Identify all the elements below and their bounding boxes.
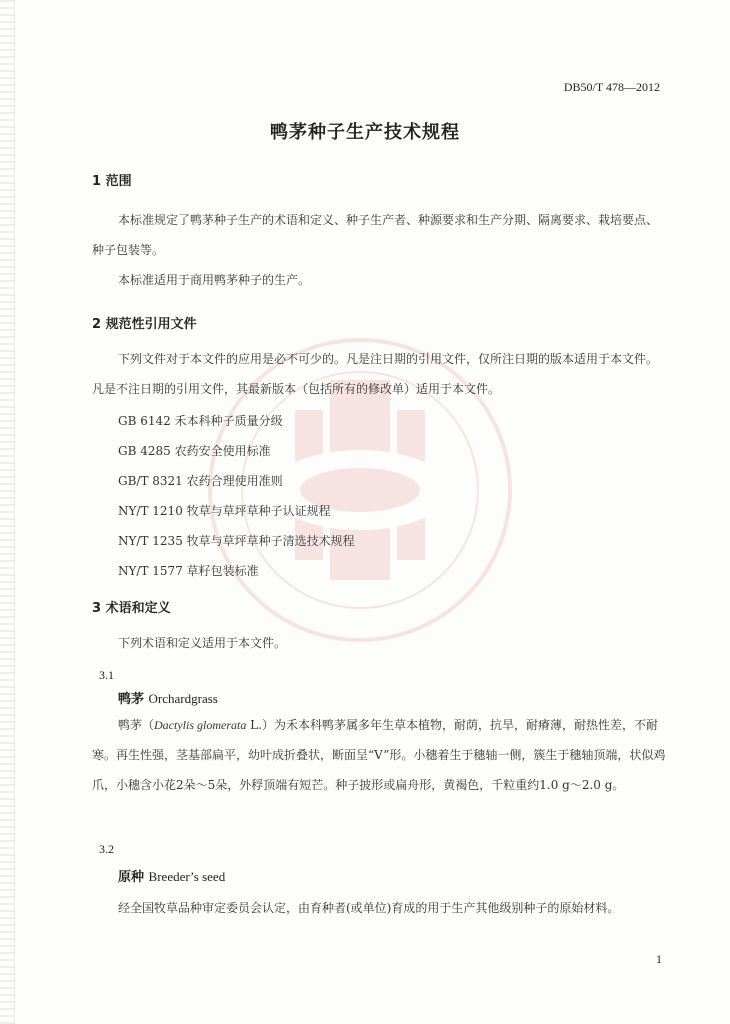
section-2-heading: 2 规范性引用文件 (92, 317, 197, 332)
section-3-heading: 3 术语和定义 (92, 601, 171, 616)
term-english: Orchardgrass (148, 691, 218, 706)
reference-item: NY/T 1577 草籽包装标准 (118, 564, 259, 578)
section-2-intro: 下列文件对于本文件的应用是必不可少的。凡是注日期的引用文件，仅所注日期的版本适用于本文件。凡是不注日期的引用文件，其最新版本（包括所有的修改单）适用于本文件。 (92, 352, 659, 396)
reference-item: GB 4285 农药安全使用标准 (118, 444, 271, 458)
term-heading (118, 688, 218, 707)
term-english: Breeder’s seed (148, 869, 226, 884)
section-1-paragraph-2: 本标准适用于商用鸭茅种子的生产。 (118, 273, 311, 287)
section-1-paragraph-1: 本标准规定了鸭茅种子生产的术语和定义、种子生产者、种源要求和生产分期、隔离要求、栽培要点、种子包装等。 (92, 213, 659, 257)
scan-edge-artifact (0, 0, 14, 1024)
term-heading (118, 866, 225, 885)
page-number: 1 (656, 952, 662, 966)
latin-name: Dactylis glomerata (154, 718, 247, 732)
reference-item: NY/T 1235 牧草与草坪草种子清选技术规程 (118, 534, 355, 548)
reference-item: GB/T 8321 农药合理使用准则 (118, 474, 283, 488)
standard-code: DB50/T 478—2012 (563, 80, 660, 94)
term-number: 3.1 (99, 668, 114, 682)
term-definition (92, 710, 667, 800)
term-definition-rest: L.）为禾本科鸭茅属多年生草本植物，耐荫，抗旱，耐瘠薄，耐热性差，不耐寒。再生性强，茎基部扁平，幼叶成折叠状，断面呈“V”形。小穗着生于穗轴一侧，簇生于穗轴顶端，状似鸡爪，小穗含小花2朵～5朵，外稃顶端有短芒。种子披形或扁舟形，黄褐色，千粒重约1.0 g～2.0 g。 (92, 718, 666, 792)
term-number: 3.2 (99, 842, 114, 856)
term-chinese: 原种 (118, 870, 145, 885)
term-chinese: 鸭茅 (118, 692, 145, 707)
term-definition-start: 鸭茅（ (118, 718, 155, 732)
section-3-intro: 下列术语和定义适用于本文件。 (118, 636, 287, 650)
scan-edge-line (14, 0, 15, 1024)
reference-item: NY/T 1210 牧草与草坪草种子认证规程 (118, 504, 331, 518)
document-title: 鸭茅种子生产技术规程 (270, 122, 460, 143)
reference-item: GB 6142 禾本科种子质量分级 (118, 414, 283, 428)
term-definition: 经全国牧草品种审定委员会认定，由育种者(或单位)育成的用于生产其他级别种子的原始材料。 (118, 901, 620, 915)
section-1-heading: 1 范围 (92, 174, 132, 189)
